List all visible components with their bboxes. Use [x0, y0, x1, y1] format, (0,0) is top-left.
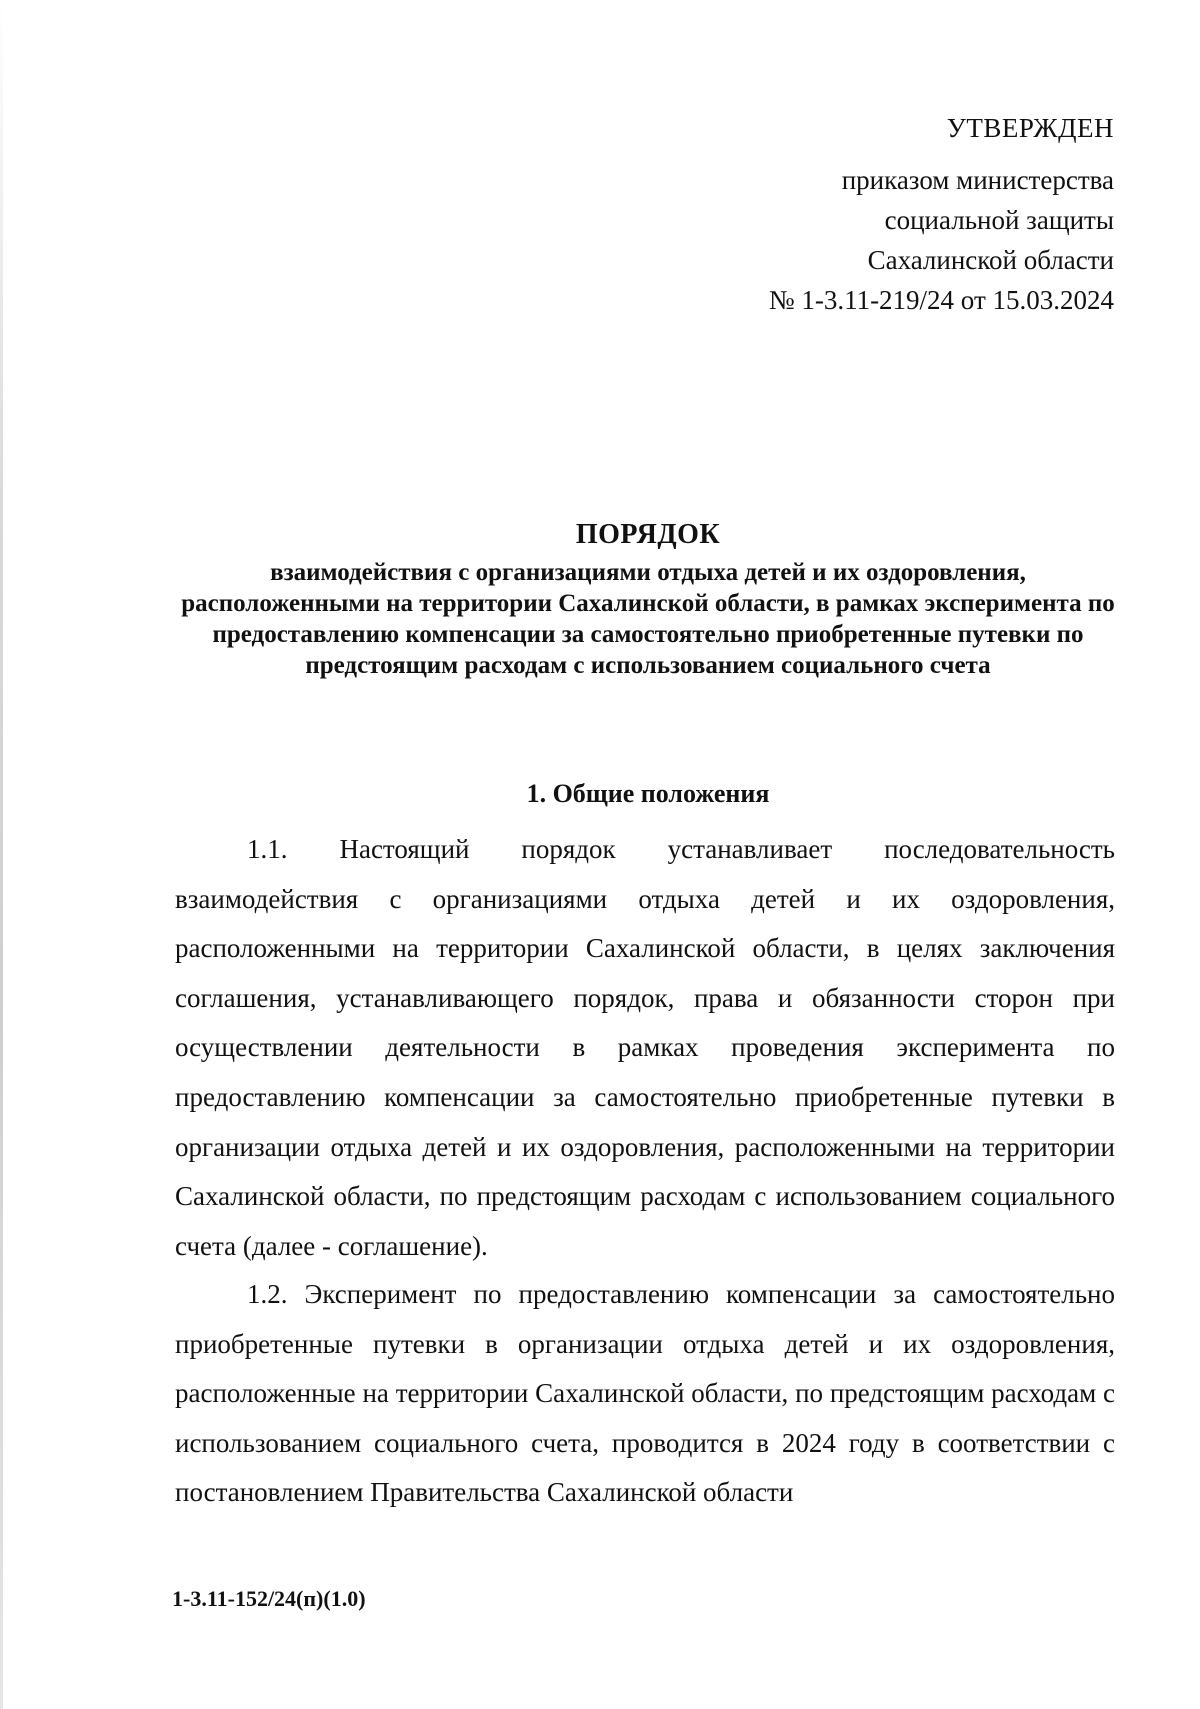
approval-line-region: Сахалинской области: [867, 245, 1114, 275]
document-title-block: [178, 515, 1118, 681]
approval-line-order: приказом министерства: [841, 165, 1114, 195]
paragraph-1-1: 1.1. Настоящий порядок устанавливает последовательность взаимодействия с организациями отдыха детей и их оздоровления, расположенными на территории Сахалинской области, в целях заключения соглашения, устанавливающего порядок, права и обязанности сторон при осуществлении деятельности в рамках проведения эксперимента по предоставлению компенсации за самостоятельно приобретенные путевки в организации отдыха детей и их оздоровления, расположенными на территории Сахалинской области, по предстоящим расходам с использованием социального счета (далее - соглашение).: [175, 834, 1115, 1261]
section-heading: 1. Общие положения: [526, 779, 770, 808]
approval-line-number-date: № 1-3.11-219/24 от 15.03.2024: [768, 285, 1114, 315]
document-title: ПОРЯДОК: [575, 519, 721, 550]
paragraph-1-2: 1.2. Эксперимент по предоставлению компенсации за самостоятельно приобретенные путевки в организации отдыха детей и их оздоровления, расположенные на территории Сахалинской области, по предстоящим расходам с использованием социального счета, проводится в 2024 году в соответствии с постановлением Правительства Сахалинской области: [175, 1279, 1115, 1508]
approval-stamp-block: [769, 108, 1114, 320]
footer-document-code: 1-3.11-152/24(п)(1.0): [172, 1586, 366, 1611]
approval-heading: УТВЕРЖДЕН: [946, 113, 1114, 143]
document-subtitle: взаимодействия с организациями отдыха детей и их оздоровления, расположенными на территории Сахалинской области, в рамках эксперимента по предоставлению компенсации за самостоятельно приобретенные путевки по предстоящим расходам с использованием социального счета: [181, 559, 1115, 679]
approval-line-ministry: социальной защиты: [884, 205, 1114, 235]
scan-edge: [0, 0, 3, 1709]
